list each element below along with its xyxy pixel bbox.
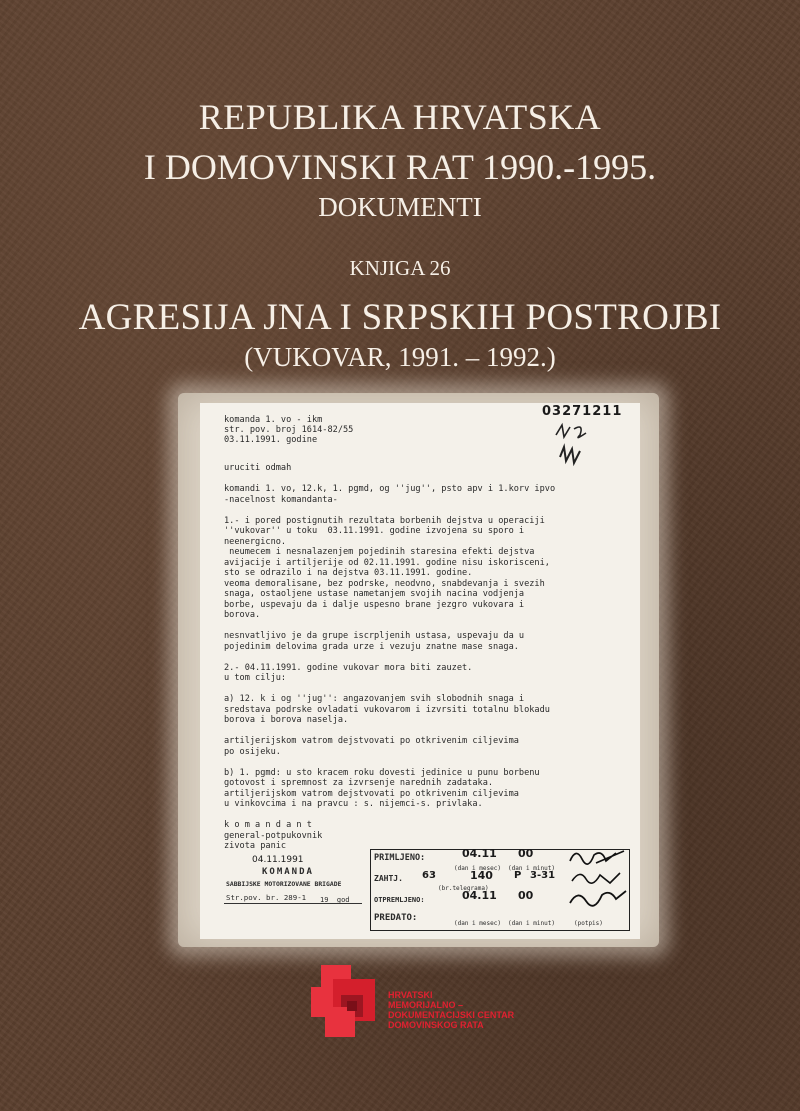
document-body-line: neenergicno. [224, 536, 287, 547]
subtitle-dates: (VUKOVAR, 1991. – 1992.) [244, 342, 556, 372]
stamp-row1-label: PRIMLJENO: [374, 853, 426, 863]
reg-number: 03271211 [542, 404, 623, 419]
title-line-1: REPUBLIKA HRVATSKA [198, 97, 602, 137]
publisher-line-4: DOMOVINSKOG RATA [388, 1020, 484, 1030]
document-body-line: artiljerijskom vatrom dejstvovati po otkrivenim ciljevima [224, 736, 519, 746]
document-body-line: nesnvatljivo je da grupe iscrpljenih ustasa, uspevaju da u [224, 631, 525, 641]
stamp-sub-time-2: (dan i minut) [508, 920, 555, 927]
document-body-line: sredstava podrske ovladati vukovarom i izvrsiti totalnu blokadu [224, 704, 550, 715]
document-body-line: avijacije i artiljerije od 02.11.1991. godine nisu iskorisceni, [224, 557, 550, 568]
signature-icon [566, 843, 632, 915]
document-body-line: gotovost i spremnost za izvrsenje narednih zadataka. [224, 778, 494, 788]
document-body-line: a) 12. k i og ''jug'': angazovanjem svih slobodnih snaga i [224, 694, 525, 704]
stamp-row2-code: 3-31 [530, 870, 556, 881]
stamp-left-unit: SABBIJSKE MOTORIZOVANE BRIGADE [226, 880, 342, 888]
stamp-row2-num: 63 [422, 870, 436, 881]
publisher-line-2: MEMORIJALNO – [388, 1000, 464, 1010]
document-body-line: u vinkovcima i na pravcu : s. nijemci-s. privlaka. [224, 799, 483, 809]
stamp-row2-p: P [514, 870, 522, 881]
stamp-sub-date-2: (dan i mesec) [454, 920, 501, 927]
doc-header-2: str. pov. broj 1614-82/55 [224, 425, 354, 435]
stamp-row3-label: OTPREMLJENO: [374, 896, 425, 904]
stamp-right [370, 843, 632, 933]
subtitle: AGRESIJA JNA I SRPSKIH POSTROJBI [78, 297, 722, 338]
stamp-left-title: KOMANDA [262, 867, 314, 877]
document-body-line: borbe, uspevaju da i dalje uspesno brane jezgro vukovara i [224, 599, 525, 610]
stamp-sub-signature: (potpis) [574, 920, 603, 927]
document-body-line: pojedinim delovima grada urze i vezuju znatne mase snaga. [224, 641, 519, 652]
document-frame [178, 393, 659, 947]
document-body-line: 2.- 04.11.1991. godine vukovar mora biti zauzet. [224, 662, 473, 673]
stamp-left-number: Str.pov. br. 289-1 [226, 893, 307, 902]
stamp-row1-date: 04.11 [462, 847, 497, 860]
doc-header-1: komanda 1. vo - ikm [224, 415, 323, 425]
stamp-row3-date: 04.11 [462, 889, 497, 902]
stamp-sub-time-1: (dan i minut) [508, 865, 555, 872]
stamp-row1-time: 00 [518, 847, 534, 860]
document-body-line: borova. [224, 610, 261, 620]
document-body-line: ''vukovar'' u toku 03.11.1991. godine izvojena su sporo i [224, 526, 525, 536]
document-paper [200, 403, 640, 939]
document-body-line: 1.- i pored postignutih rezultata borbenih dejstva u operaciji [224, 515, 545, 526]
handwritten-initials-icon [550, 421, 610, 471]
hmdcdr-logo-icon [311, 965, 383, 1037]
stamp-left-date: 04.11.1991 [252, 855, 304, 865]
document-body-line: general-potpukovnik [224, 830, 323, 841]
document-body-line: sto se odrazilo i na dejstva 03.11.1991. godine. [224, 568, 473, 578]
document-body-line: artiljerijskom vatrom dejstvovati po otkrivenim ciljevima [224, 788, 519, 799]
book-number: KNJIGA 26 [349, 256, 451, 280]
stamp-left-underline [224, 903, 362, 904]
stamp-row4-label: PREDATO: [374, 913, 418, 923]
document-body-line: uruciti odmah [224, 463, 292, 473]
publisher-name [388, 990, 548, 1030]
document-body-line: neumecem i nesnalazenjem pojedinih staresina efekti dejstva [224, 547, 535, 557]
document-body-line: zivota panic [224, 841, 287, 851]
publisher-line-1: HRVATSKI [388, 990, 433, 1000]
stamp-left-year: 19__god [320, 896, 350, 904]
stamp-left [224, 855, 364, 915]
stamp-sub-date-1: (dan i mesec) [454, 865, 501, 872]
document-body-line: komandi 1. vo, 12.k, 1. pgmd, og ''jug'', psto apv i 1.korv ipvo [224, 484, 556, 494]
document-body-line: b) 1. pgmd: u sto kracem roku dovesti jedinice u punu borbenu [224, 767, 540, 778]
title-line-2: I DOMOVINSKI RAT 1990.-1995. [143, 147, 657, 187]
document-body-line: -nacelnost komandanta- [224, 494, 338, 505]
document-body-line: u tom cilju: [224, 673, 287, 683]
document-body-line: po osijeku. [224, 746, 281, 757]
stamp-row2-label: ZAHTJ. [374, 874, 403, 883]
doc-header-3: 03.11.1991. godine [224, 435, 318, 445]
stamp-row2-val: 140 [470, 869, 493, 882]
stamp-sub-tel: (br.telegrama) [438, 885, 489, 892]
document-body-line: snaga, ostaoljene ustase nametanjem svojih nacina vodjenja [224, 589, 525, 599]
document-body-line: veoma demoralisane, bez podrske, neodvno, snabdevanja i svezih [224, 578, 545, 589]
document-body-line: k o m a n d a n t [224, 820, 312, 830]
document-body-line: borova i borova naselja. [224, 715, 349, 725]
publisher-line-3: DOKUMENTACIJSKI CENTAR [388, 1010, 515, 1020]
title-line-3: DOKUMENTI [318, 192, 482, 222]
stamp-row3-time: 00 [518, 889, 534, 902]
